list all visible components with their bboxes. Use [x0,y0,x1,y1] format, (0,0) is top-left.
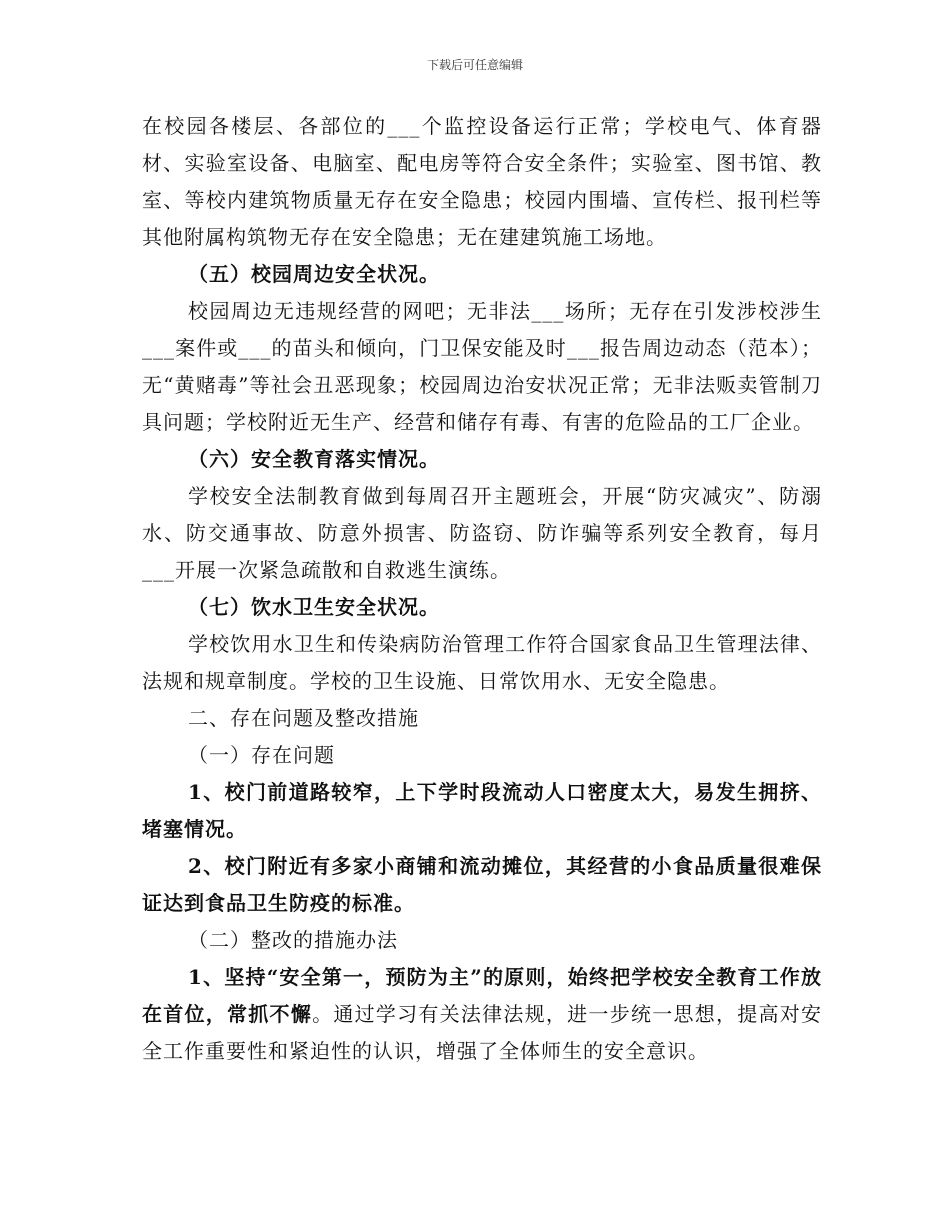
problem-item-1: 1、校门前道路较窄，上下学时段流动人口密度太大，易发生拥挤、堵塞情况。 [142,780,822,841]
problem-item-2: 2、校门附近有多家小商铺和流动摊位，其经营的小食品质量很难保证达到食品卫生防疫的标准。 [142,854,822,915]
paragraph-surroundings: 校园周边无违规经营的网吧；无非法___场所；无存在引发涉校涉生___案件或___的苗头和倾向，门卫保安能及时___报告周边动态（范本）；无“黄赌毒”等社会丑恶现象；校园周边治安状况正常；无非法贩卖管制刀具问题；学校附近无生产、经营和储存有毒、有害的危险品的工厂企业。 [142,299,822,434]
measure-item-1-text: 。通过学习有关法律法规，进一步统一思想，提高对安全工作重要性和紧迫性的认识，增强了全体师生的安全意识。 [142,1002,823,1063]
page-header: 下载后可任意编辑 [426,58,523,72]
subsection-heading-measures: （二）整改的措施办法 [188,928,398,952]
paragraph-education: 学校安全法制教育做到每周召开主题班会，开展“防灾减灾”、防溺水、防交通事故、防意外损害、防盗窃、防诈骗等系列安全教育，每月___开展一次紧急疏散和自救逃生演练。 [142,484,822,582]
section-heading-problems-measures: 二、存在问题及整改措施 [188,706,419,730]
paragraph-water: 学校饮用水卫生和传染病防治管理工作符合国家食品卫生管理法律、法规和规章制度。学校的卫生设施、日常饮用水、无安全隐患。 [142,632,822,693]
section-heading-education: （六）安全教育落实情况。 [188,447,440,471]
section-heading-surroundings: （五）校园周边安全状况。 [188,262,440,286]
paragraph-campus-facilities: 在校园各楼层、各部位的___个监控设备运行正常；学校电气、体育器材、实验室设备、电脑室、配电房等符合安全条件；实验室、图书馆、教室、等校内建筑物质量无存在安全隐患；校园内围墙、宣传栏、报刊栏等其他附属构筑物无存在安全隐患；无在建建筑施工场地。 [142,114,822,249]
subsection-heading-problems: （一）存在问题 [188,743,335,767]
measure-item-1 [142,959,822,1070]
section-heading-water: （七）饮水卫生安全状况。 [188,595,440,619]
measure-item-1-bold: 1、坚持“安全第一，预防为主”的原则，始终把学校安全教育工作放在首位，常抓不懈 [142,965,822,1026]
document-body [142,108,822,1070]
